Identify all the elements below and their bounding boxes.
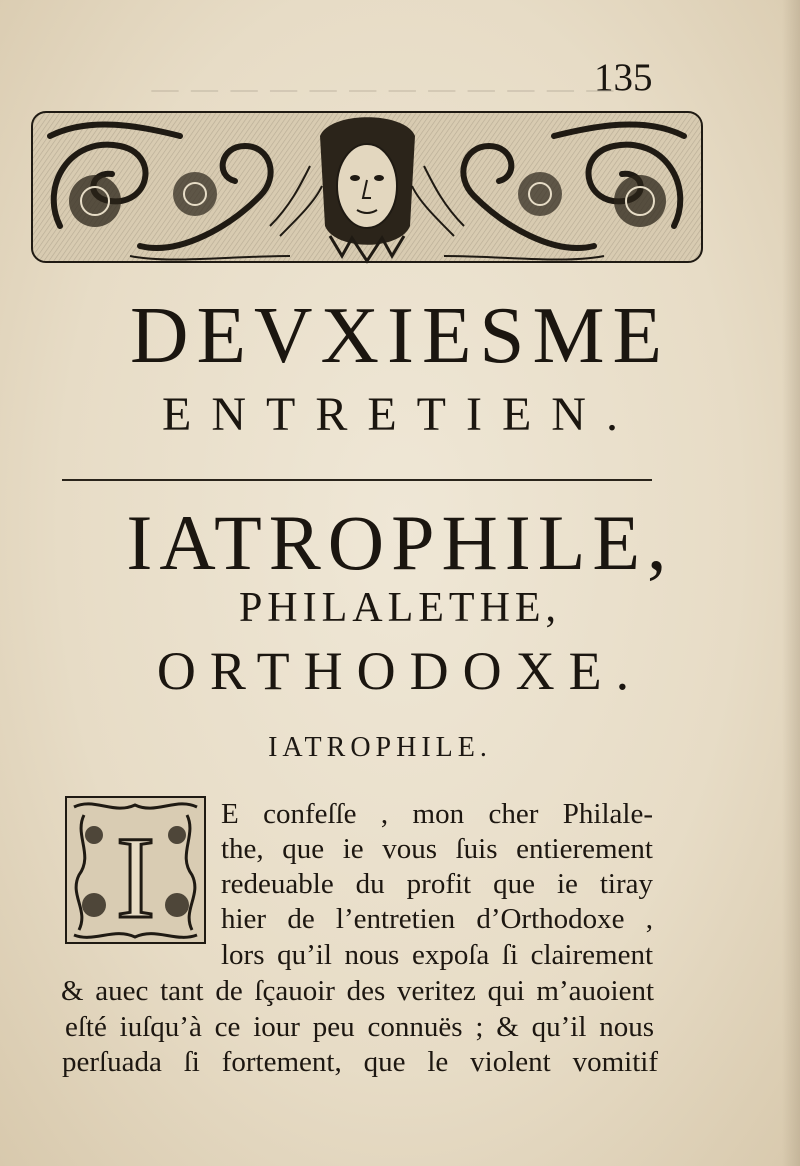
bleed-through-texture: — — — — — — — — — — — — (150, 72, 615, 107)
speaker-heading: IATROPHILE. (268, 732, 492, 763)
body-text-line: & auec tant de ſçauoir des veritez qui m’auoient (61, 975, 654, 1007)
body-text-line: perſuada ſi fortement, que le violent vomitif (62, 1046, 658, 1078)
page-edge-shadow (782, 0, 800, 1166)
body-text-line: redeuable du profit que ie tiray (221, 868, 653, 900)
body-text-line: the, que ie vous ſuis entierement (221, 833, 653, 865)
body-text-line: eſté iuſqu’à ce iour peu connuës ; & qu’il nous (65, 1011, 654, 1043)
page-number: 135 (594, 56, 653, 99)
speaker-name-3: ORTHODOXE. (156, 641, 644, 701)
chapter-subtitle: ENTRETIEN. (162, 388, 638, 441)
body-text-line: hier de l’entretien d’Orthodoxe , (221, 903, 653, 935)
ornamental-headpiece (30, 106, 704, 276)
chapter-title: DEVXIESME (130, 290, 670, 380)
svg-text:I: I (115, 812, 156, 943)
horizontal-rule (62, 479, 652, 481)
body-text-line: lors qu’il nous expoſa ſi clairement (221, 939, 653, 971)
speaker-name-2: PHILALETHE, (238, 585, 562, 631)
decorated-initial-icon (64, 795, 207, 945)
body-text-line: E confeſſe , mon cher Philale- (221, 798, 653, 830)
speaker-name-1: IATROPHILE, (126, 499, 674, 586)
